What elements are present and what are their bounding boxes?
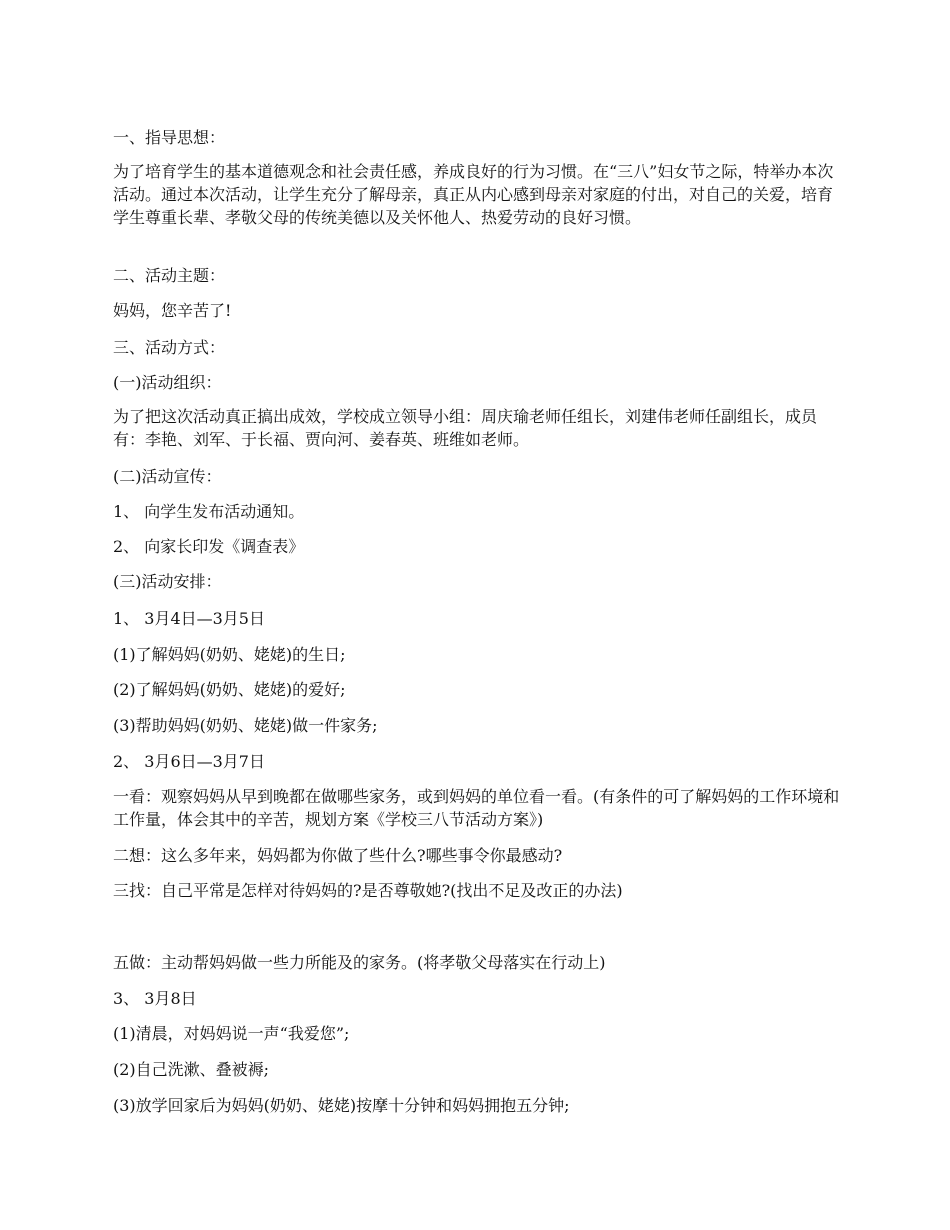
subheading-arrangement: (三)活动安排： xyxy=(113,572,222,591)
list-item-task-1: (1)了解妈妈(奶奶、姥姥)的生日; xyxy=(113,645,346,664)
date-range-2: 2、 3月6日—3月7日 xyxy=(113,752,265,771)
paragraph-find: 三找：自己平常是怎样对待妈妈的?是否尊敬她?(找出不足及改正的办法) xyxy=(113,881,623,900)
paragraph-do: 五做：主动帮妈妈做一些力所能及的家务。(将孝敬父母落实在行动上) xyxy=(113,953,606,972)
heading-guiding-idea: 一、指导思想： xyxy=(113,128,226,147)
list-item-march8-2: (2)自己洗漱、叠被褥; xyxy=(113,1060,270,1079)
list-item-publicity-1: 1、 向学生发布活动通知。 xyxy=(113,502,305,521)
date-march-8: 3、 3月8日 xyxy=(113,989,197,1008)
list-item-publicity-2: 2、 向家长印发《调查表》 xyxy=(113,537,305,556)
document-page xyxy=(113,0,843,1230)
paragraph-organization: 为了把这次活动真正搞出成效，学校成立领导小组：周庆瑜老师任组长，刘建伟老师任副组长，成员有：李艳、刘军、于长福、贾向河、姜春英、班维如老师。 xyxy=(113,407,818,449)
list-item-task-3: (3)帮助妈妈(奶奶、姥姥)做一件家务; xyxy=(113,716,378,735)
paragraph-guiding-idea: 为了培育学生的基本道德观念和社会责任感，养成良好的行为习惯。在“三八”妇女节之际，特举办本次活动。通过本次活动，让学生充分了解母亲，真正从内心感到母亲对家庭的付出，对自己的关爱，培育学生尊重长辈、孝敬父母的传统美德以及关怀他人、热爱劳动的良好习惯。 xyxy=(113,162,834,227)
subheading-publicity: (二)活动宣传： xyxy=(113,467,222,486)
paragraph-think: 二想：这么多年来，妈妈都为你做了些什么?哪些事令你最感动? xyxy=(113,846,563,865)
list-item-march8-3: (3)放学回家后为妈妈(奶奶、姥姥)按摩十分钟和妈妈拥抱五分钟; xyxy=(113,1096,570,1115)
list-item-march8-1: (1)清晨，对妈妈说一声“我爱您”; xyxy=(113,1024,350,1043)
heading-activity-method: 三、活动方式： xyxy=(113,338,226,357)
date-range-1: 1、 3月4日—3月5日 xyxy=(113,609,265,628)
heading-activity-theme: 二、活动主题： xyxy=(113,266,226,285)
subheading-organization: (一)活动组织： xyxy=(113,373,222,392)
paragraph-observe: 一看：观察妈妈从早到晚都在做哪些家务，或到妈妈的单位看一看。(有条件的可了解妈妈的工作环境和工作量，体会其中的辛苦，规划方案《学校三八节活动方案》) xyxy=(113,787,840,829)
paragraph-activity-theme: 妈妈，您辛苦了! xyxy=(113,301,232,320)
list-item-task-2: (2)了解妈妈(奶奶、姥姥)的爱好; xyxy=(113,680,346,699)
